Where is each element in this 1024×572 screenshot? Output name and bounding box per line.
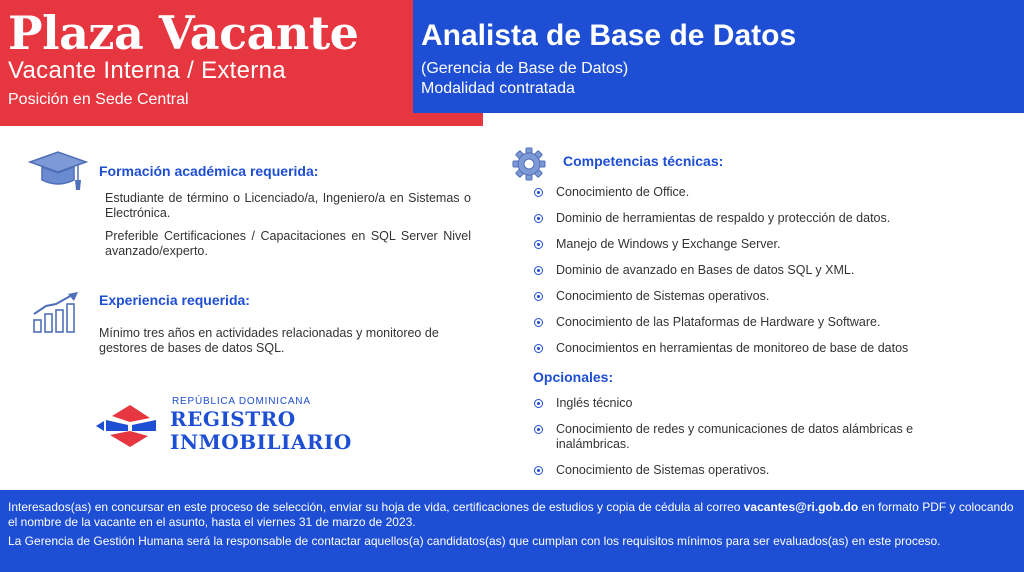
- vacancy-location: Posición en Sede Central: [8, 91, 189, 108]
- list-item: Conocimiento de Sistemas operativos.: [532, 289, 1012, 304]
- list-item: Conocimiento de redes y comunicaciones de datos alámbricas e inalámbricas.: [532, 422, 982, 452]
- list-item: Conocimiento de Sistemas operativos.: [532, 463, 982, 478]
- list-item: Conocimiento de las Plataformas de Hardware y Software.: [532, 315, 1012, 330]
- bullet-icon: [534, 425, 543, 434]
- bullet-icon: [534, 266, 543, 275]
- bullet-icon: [534, 240, 543, 249]
- list-item: Dominio de avanzado en Bases de datos SQL y XML.: [532, 263, 1012, 278]
- footer-paragraph-2: La Gerencia de Gestión Humana será la responsable de contactar aquellos(a) candidatos(as) que cumplan con los requisitos mínimos para ser evaluados(as) en este proceso.: [8, 534, 941, 548]
- list-item: Conocimiento de Office.: [532, 185, 1012, 200]
- competencies-list: [532, 185, 1012, 367]
- bullet-icon: [534, 399, 543, 408]
- vacancy-type: Vacante Interna / Externa: [8, 57, 286, 84]
- registro-inmobiliario-logo: [96, 403, 164, 449]
- optional-title: Opcionales:: [533, 369, 614, 385]
- gear-icon: [512, 147, 546, 181]
- education-paragraph-1: Estudiante de término o Licenciado/a, Ingeniero/a en Sistemas o Electrónica.: [105, 191, 471, 220]
- contact-email[interactable]: vacantes@ri.gob.do: [743, 500, 859, 514]
- job-title: Analista de Base de Datos: [421, 19, 797, 52]
- graduation-cap-icon: [28, 150, 88, 192]
- bullet-icon: [534, 188, 543, 197]
- logo-country: REPÚBLICA DOMINICANA: [172, 396, 311, 407]
- vacancy-title: Plaza Vacante: [8, 6, 359, 60]
- list-item: Conocimientos en herramientas de monitoreo de base de datos: [532, 341, 1012, 356]
- vacancy-banner: [0, 0, 483, 126]
- footer-paragraph-1: Interesados(as) en concursar en este proceso de selección, enviar su hoja de vida, certificaciones de estudios y copia de cédula al correo vacantes@ri.gob.do en formato PDF y colocando el nombre de la vacante en el asunto, hasta el viernes 31 de marzo de 2023.: [8, 500, 1014, 529]
- education-paragraph-2: Preferible Certificaciones / Capacitaciones en SQL Server Nivel avanzado/experto.: [105, 229, 471, 258]
- experience-paragraph: Mínimo tres años en actividades relacionadas y monitoreo de gestores de bases de datos SQL.: [99, 326, 439, 355]
- bullet-icon: [534, 318, 543, 327]
- list-item: Inglés técnico: [532, 396, 982, 411]
- logo-line-2: INMOBILIARIO: [170, 430, 352, 454]
- list-item: Manejo de Windows y Exchange Server.: [532, 237, 1012, 252]
- list-item: Dominio de herramientas de respaldo y protección de datos.: [532, 211, 1012, 226]
- optional-list: [532, 396, 982, 489]
- job-banner: [413, 0, 1024, 113]
- job-modality: Modalidad contratada: [421, 80, 575, 97]
- job-department: (Gerencia de Base de Datos): [421, 60, 629, 77]
- bullet-icon: [534, 344, 543, 353]
- bullet-icon: [534, 466, 543, 475]
- experience-title: Experiencia requerida:: [99, 292, 250, 308]
- bullet-icon: [534, 292, 543, 301]
- logo-line-1: REGISTRO: [170, 407, 296, 431]
- growth-chart-icon: [32, 292, 82, 334]
- competencies-title: Competencias técnicas:: [563, 153, 724, 169]
- education-title: Formación académica requerida:: [99, 163, 319, 179]
- footer-instructions: [0, 490, 1024, 572]
- bullet-icon: [534, 214, 543, 223]
